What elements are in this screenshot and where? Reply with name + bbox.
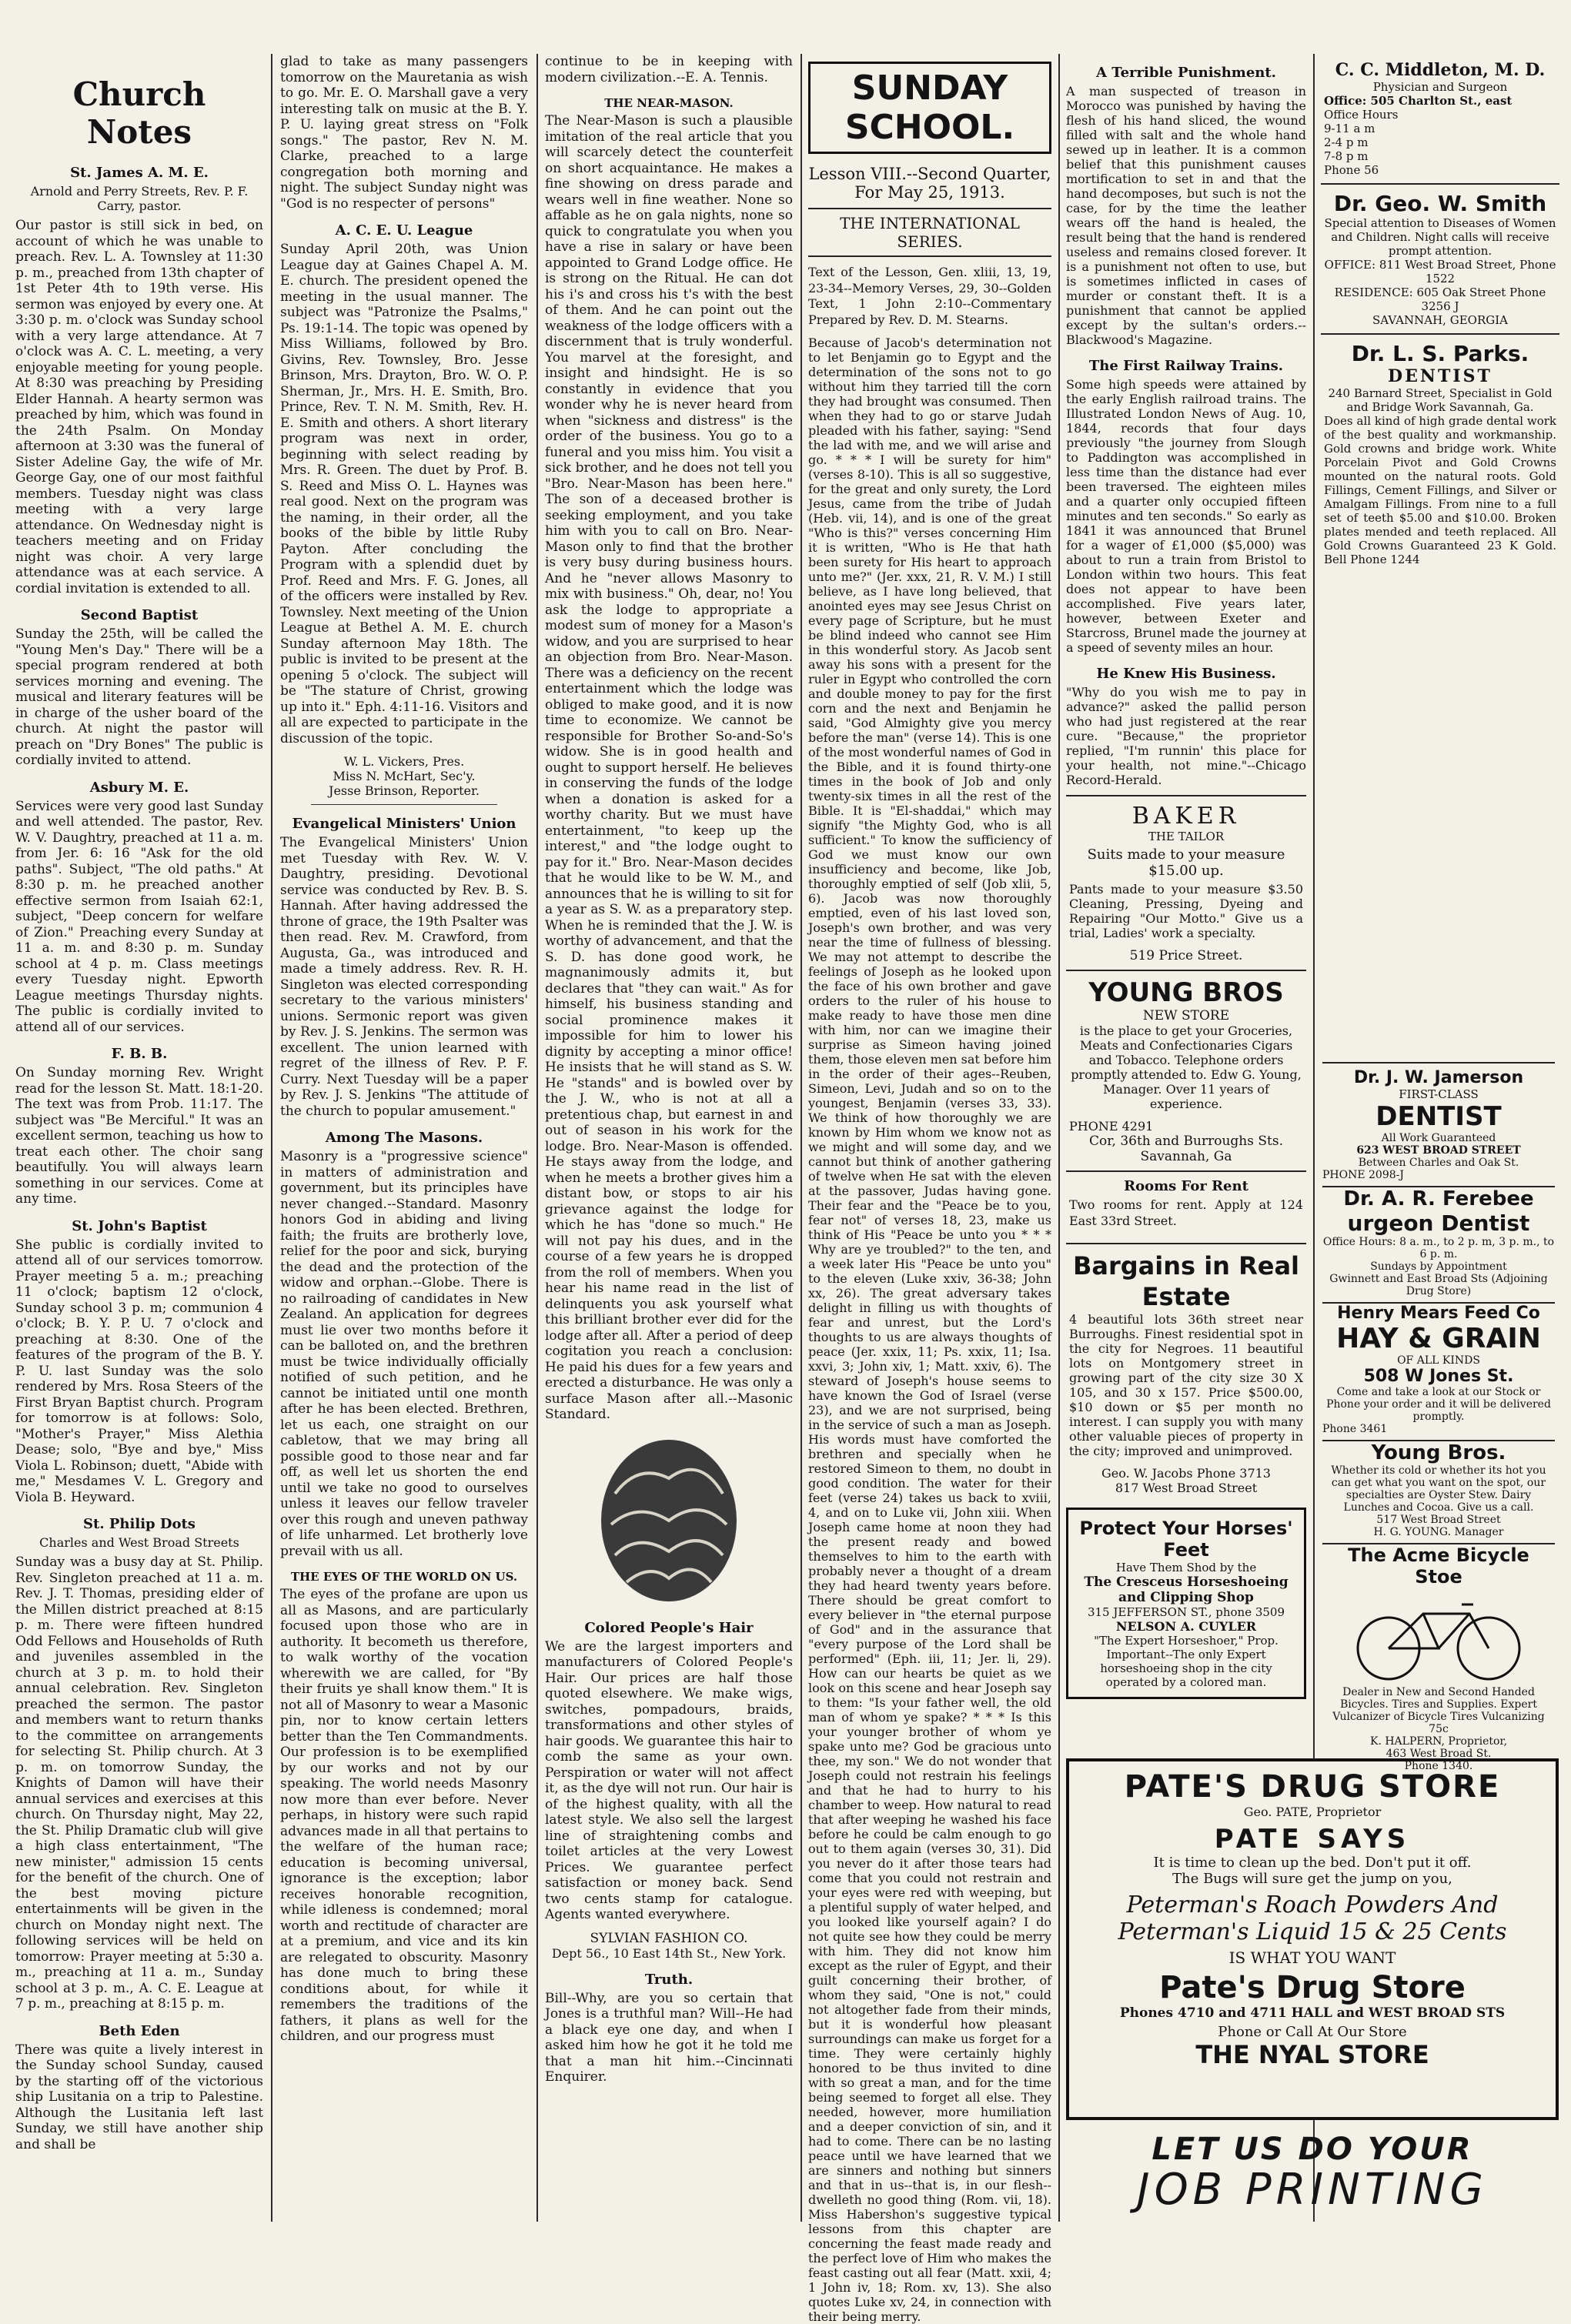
ad-text: Two rooms for rent. Apply at 124 East 33rd Street.: [1069, 1197, 1303, 1228]
ad-address: 519 Price Street.: [1129, 948, 1243, 963]
article-text: The eyes of the profane are upon us all as Masons, and are particularly focused upon those who are in authority. It becometh us therefore, to walk worthy of the vocation wherewith we are called, for "By their fruits ye shall know them." It is not all of Masonry to wear a Masonic pin, nor to know certain letters better than the Ten Commandments. Our profession is to be exemplified by our works and not by our speaking. The world needs Masonry now more than ever before. Never perhaps, in history were such rapid advances made in all that pertains to the welfare of the human race; education is becoming universal, ignorance is the exception; labor receives honorable recognition, while idleness is condemned; moral worth and rectitude of character are at a premium, and vice and its kin are relegated to obscurity. Masonry has done much to bring these conditions about, for while it remembers the traditions of the fathers, it plans as well for the children, and our progress must: [280, 1587, 528, 2044]
article-text: Some high speeds were attained by the early English railroad trains. The Illustrated London News of Aug. 10, 1844, records that four days previously "the journey from Slough to Paddington was accomplished in less time than the distance had ever been traversed. The eighteen miles and a quarter only occupied fifteen minutes and ten seconds." So early as 1841 it was announced that Brunel for a wager of £1,000 ($5,000) was about to run a train from Bristol to London within two hours. This feat does not appear to have been accomplished. Five years later, however, between Exeter and Starcross, Brunel made the journey at a speed of seventy miles an hour.: [1066, 377, 1306, 655]
ad-manager: H. G. YOUNG. Manager: [1373, 1526, 1504, 1538]
section-title: Church Notes: [72, 75, 206, 151]
ad-text: All Work Guaranteed: [1381, 1132, 1496, 1144]
article-heading: THE NEAR-MASON.: [604, 96, 734, 110]
ad-text: 2-4 p m: [1324, 135, 1369, 149]
rooms-ad: [1066, 1170, 1306, 1243]
article-text: A man suspected of treason in Morocco was punished by having the flesh of his hand sliced, the wound filled with salt and the whole hand sewed up in leather. It is a common belief that this punishment causes mortification to set in and that the hand decomposes, but such is not the case, for by the time the leather wears off the hand is healed, the result being that the hand is rendered useless and remains closed forever. It is a punishment not often to use, but is sometimes inflicted in cases of murder or constant theft. It is a punishment that cannot be applied except by the sultan's orders.--Blackwood's Magazine.: [1066, 84, 1306, 347]
parks-ad: [1321, 333, 1559, 580]
ad-heading: Dr. L. S. Parks.: [1351, 341, 1529, 366]
ad-title: "The Expert Horseshoer," Prop.: [1094, 1634, 1279, 1648]
ad-heading: Bargains in Real Estate: [1073, 1251, 1299, 1311]
hair-illustration: [592, 1432, 746, 1609]
ad-heading: Rooms For Rent: [1124, 1178, 1248, 1194]
ad-text: Important--The only Expert horseshoeing shop in the city operated by a colored man.: [1100, 1648, 1272, 1689]
banner-line: JOB PRINTING: [1137, 2165, 1488, 2215]
job-printing-banner: [1066, 2132, 1559, 2224]
ad-heading: Protect Your Horses' Feet: [1079, 1518, 1293, 1561]
lesson-intro: Text of the Lesson, Gen. xliii, 13, 19, 23-34--Memory Verses, 29, 30--Golden Text, 1 John 2:10--Commentary Prepared by Rev. D. M. Stearns.: [808, 265, 1051, 327]
ad-address: Gwinnett and East Broad Sts (Adjoining Drug Store): [1329, 1273, 1548, 1297]
article-text: There was quite a lively interest in the Sunday school Sunday, caused by the starting off of the victorious ship Lusitania on a trip to Palestine. Although the Lusitania left last Sunday, we still have another ship and shall be: [15, 2042, 263, 2152]
ad-text: SAVANNAH, GEORGIA: [1372, 313, 1508, 327]
ad-heading: PATE'S DRUG STORE: [1124, 1769, 1501, 1805]
ad-text: We are the largest importers and manufacturers of Colored People's Hair. Our prices are half those quoted elsewhere. We make wigs, switches, pompadours, braids, transformations and other styles of hair goods. We guarantee this hair to comb the same as your own. Perspiration or water will not affect it, as the dye will not run. Our hair is of the highest quality, with all the latest style. We also sell the largest line of straightening combs and toilet articles at the very Lowest Prices. We guarantee perfect satisfaction or money back. Send two cents stamp for catalogue. Agents wanted everywhere.: [545, 1638, 793, 1922]
ad-heading: YOUNG BROS: [1088, 977, 1284, 1008]
ad-phone: Phone 3461: [1322, 1423, 1388, 1435]
column-rule: [1058, 54, 1060, 2222]
ad-address: OFFICE: 811 West Broad Street, Phone 1522: [1324, 258, 1556, 285]
article-heading: Among The Masons.: [325, 1130, 483, 1146]
smith-ad: [1321, 183, 1559, 333]
ad-text: 4 beautiful lots 36th street near Burroughs. Finest residential spot in the city for Negroes. 11 beautiful lots on Montgomery street in growing part of the city size 30 X 105, and 30 x 157. Price $500.00, $10 down or $5 per month no interest. I can supply you with many other valuable pieces of property in the city; improved and unimproved.: [1069, 1312, 1303, 1458]
column-church-notes: [15, 54, 263, 2222]
pate-drug-store-ad: [1066, 1758, 1559, 2120]
ad-text: Special attention to Diseases of Women and Children. Night calls will receive prompt attention.: [1324, 216, 1556, 258]
article-heading: St. James A. M. E.: [70, 165, 209, 181]
ad-address: Dept 56., 10 East 14th St., New York.: [551, 1945, 787, 1961]
ad-subheading: THE TAILOR: [1148, 830, 1225, 843]
ad-text: Between Charles and Oak St.: [1358, 1157, 1519, 1169]
ad-text: Office Hours: 8 a. m., to 2 p. m, 3 p. m., to 6 p. m.: [1322, 1236, 1555, 1261]
ad-phone: Phone 1340.: [1404, 1760, 1473, 1772]
ad-text: Come and take a look at our Stock or Phone your order and it will be delivered promptly.: [1326, 1386, 1551, 1423]
article-heading: St. John's Baptist: [72, 1217, 207, 1234]
article-text: Sunday April 20th, was Union League day at Gaines Chapel A. M. E. church. The president opened the meeting in the usual manner. The subject was "Patronize the Psalms," Ps. 19:1-14. The topic was opened by Miss Williams, followed by Bro. Givins, Rev. Townsley, Bro. Jesse Brinson, Mrs. Drayton, Bro. W. O. P. Sherman, Jr., Mrs. H. E. Smith, Bro. Prince, Rev. T. N. M. Smith, Rev. H. E. Smith and others. A short literary program was next in order, beginning with select reading by Mrs. R. Green. The duet by Prof. B. S. Reed and Miss O. L. Haynes was real good. Next on the program was the naming, in their order, all the books of the bible by little Ruby Payton. After concluding the Program with a splendid duet by Prof. Reed and Mrs. F. G. Jones, all of the officers were installed by Rev. Townsley. Next meeting of the Union League at Bethel A. M. E. church Sunday afternoon May 18th. The public is invited to be present at the opening 5 o'clock. The subject will be "The stature of Christ, growing up into it." Eph. 4:11-16. Visitors and all are expected to participate in the discussion of the topic.: [280, 242, 528, 746]
lesson-text: Because of Jacob's determination not to let Benjamin go to Egypt and the determination of the sons not to go without him they tarried till the corn they had brought was consumed. Then when they had to go or starve Judah pleaded with his father, saying: "Send the lad with me, and we will arise and go. * * * I will be surety for him" (verses 8-10). This is all so suggestive, for the great and only surety, the Lord Jesus, came from the tribe of Judah (Heb. vii, 14), and is one of the great "Who is this?" verses concerning Him it is written, "Who is He that hath been surety for His heart to approach unto me?" (Jer. xxx, 21, R. V. M.) I still believe, as I have long believed, that anointed eyes may see Jesus Christ on every page of Scripture, but he must be blind indeed who cannot see Him in this wonderful story. As Jacob sent away his sons with a present for the ruler in Egypt who controlled the corn and double money to pay for the first corn and the next and Benjamin he said, "God Almighty give you mercy before the man" (verse 14). This is one of the most wonderful names of God in the Bible, and it is found thirty-one times in the book of Job and only twenty-six times in all the rest of the Bible. It is "El-shaddai," which may signify "the Mighty God, who is all sufficient." To know the sufficiency of God we must know our own insufficiency and become, like Job, thoroughly emptied of self (Job xlii, 5, 6). Jacob was now thoroughly emptied, even of his last loved son, Joseph's own brother, and was very near the time of fullness of blessing. We may not attempt to describe the feelings of Joseph as he looked upon the face of his own brother and gave orders to the ruler of his house to make ready to have those men dine with him, nor can we imagine their surprise as Simeon having joined them, those eleven men sat before him in the order of their ages--Reuben, Simeon, Levi, Judah and so on to the youngest, Benjamin (verses 33, 33). We think of how thoroughly we are known by Him whom we know not as we might and will some day, and we cannot but think of another gathering of twelve when He sat with the eleven at the passover, Judas having gone. Their fear and the "Peace be to you, fear not" of verses 18, 23, make us think of His "Peace be unto you * * * Why are ye troubled?" to the ten, and a week later His "Peace be unto you" to the eleven (Luke xxiv, 36-38; John xx, 26). The great adversary takes delight in filling us with thoughts of fear and unrest, but the Lord's thoughts to us are always thoughts of peace (Jer. xxix, 11; Ps. xxix, 11; Isa. xxvi, 3; John xiv, 1; Matt. xxiv, 6). The steward of Joseph's house seems to have known the God of Israel (verse 23), and we are not surprised, being in the service of such a man as Joseph. His words must have comforted the brethren and specially when he restored Simeon to them, no doubt in good condition. The water for their feet (verse 24) takes us back to xviii, 4, and on to Luke vii, John xiii. When Joseph came home at noon they had the present ready and bowed themselves to him to the earth with probably never a thought of a dream they had heard twenty years before. There should be great comfort to every believer in "the eternal purpose of God" and in the assurance that "every purpose of the Lord shall be performed" (Eph. iii, 11; Jer. li, 29). How can our hearts be quiet as we look on this scene and hear Joseph say to them: "Is your father well, the old man of whom ye spake? * * * Is this your younger brother of whom ye spake unto me? God be gracious unto thee, my son." We do not wonder that Joseph could not restrain his feelings and that he had to hurry to his chamber to weep. How natural to read that after weeping he washed his face before he could be calm enough to go out to them again (verses 30, 31). Did you never do it after those tears had come that you could not restrain and your eyes were red with weeping, but a plentiful supply of water helped, and you looked like yourself again? I do not quite see how they could be merry with him. They did not know him except as the ruler of Egypt, and their guilt concerning their brother, of whom they said, "One is not," could not altogether fade from their minds, but it is wonderful how pleasant surroundings can make us forget for a time. They were certainly highly honored to be thus invited to dine with so great a man, and for the time being seemed to forget all else. They needed, however, more humiliation and a deeper conviction of sin, and it had to come. There can be no lasting peace until we have learned that we are sinners and nothing but sinners and that in us--that is, in our flesh--dwelleth no good thing (Rom. vii, 18). Miss Habershon's suggestive typical lessons from this chapter are concerning the feast made ready and the perfect love of Him who makes the feast casting out all fear (Matt. xxii, 4; 1 John iv, 18; Rom. xv, 13). She also quotes Luke xv, 24, in connection with their being merry.: [808, 336, 1051, 2324]
ad-title: DENTIST: [1375, 1101, 1502, 1132]
article-text: She public is cordially invited to attend all of our services tomorrow. Prayer meeting 5 a. m.; preaching 11 o'clock; baptism 12 o'clock, Sunday school 3 p. m; communion 4 o'clock; B. Y. P. U. 7 o'clock and preaching at 8:30. One of the features of the program of the B. Y. P. U. last Sunday was the solo rendered by Mrs. Rosa Steers of the First Bryan Baptist church. Program for tomorrow is at follows: Solo, "Mother's Prayer," Miss Alethia Dease; solo, "Bye and bye," Miss Viola L. Robinson; duett, "Abide with me," Mesdames V. L. Gregory and Viola B. Heyward.: [15, 1237, 263, 1505]
ad-phone: Phone 56: [1324, 163, 1379, 177]
article-heading: A Terrible Punishment.: [1096, 65, 1276, 81]
article-heading: Beth Eden: [99, 2022, 180, 2039]
article-heading: THE EYES OF THE WORLD ON US.: [290, 1570, 518, 1584]
ad-text: Dealer in New and Second Handed Bicycles. Tires and Supplies. Expert Vulcanizer of Bicycle Tires Vulcanizing 75c: [1332, 1686, 1545, 1735]
middleton-ad: [1321, 54, 1559, 183]
article-text: Sunday was a busy day at St. Philip. Rev. Singleton preached at 11 a. m. Rev. J. T. Thomas, presiding elder of the Millen district preached at 8:15 p. m. There were fifteen hundred Odd Fellows and Households of Ruth and juveniles assembled in the church at 3 p. m. to hold their annual celebration. Rev. Singleton preached the sermon. The pastor and members want to return thanks to the committee on arrangements for selecting St. Philip church. At 3 p. m. on tomorrow Sunday, the Knights of Damon will have their annual services and exercises at this church. On Thursday night, May 22, the St. Philip Dramatic club will give a high class entertainment, "The new minister," admission 15 cents for the benefit of the church. One of the best moving picture entertainments will be given in the church on Monday night next. The following services will be held on tomorrow: Prayer meeting at 5:30 a. m., preaching at 11 a. m., Sunday school at 3 p. m., A. C. E. League at 7 p. m., preaching at 8:15 p. m.: [15, 1554, 263, 2012]
article-text: glad to take as many passengers tomorrow on the Mauretania as wish to go. Mr. E. O. Marshall gave a very interesting talk on music at the B. Y. P. U. laying great stress on "Folk songs." The pastor, Rev N. M. Clarke, preached to a large congregation both morning and night. The subject Sunday night was "God is no respecter of persons": [280, 54, 528, 212]
column-rule: [536, 54, 538, 2222]
ad-phone: Phones 4710 and 4711 HALL and WEST BROAD STS: [1119, 2005, 1506, 2021]
column-three: [545, 54, 793, 2222]
article-heading: Truth.: [644, 1971, 694, 1988]
ad-text: 9-11 a m: [1324, 122, 1375, 135]
ad-text: Does all kind of high grade dental work of the best quality and workmanship. Gold crowns and bridge work. White Porcelain Pivot and Gold Crowns mounted on the natural roots. Gold Fillings, Cement Fillings, and Silver or Amalgam Fillings. From nine to a full set of teeth $5.00 and $10.00. Broken plates mended and teeth replaced. All Gold Crowns Guaranteed 23 K Gold. Bell Phone 1244: [1324, 414, 1556, 566]
ad-text: is the place to get your Groceries, Meats and Confectionaries Cigars and Tobacco. Telephone orders promptly attended to. Edw G. Young, Manager. Over 11 years of experience.: [1071, 1023, 1302, 1111]
ad-address: Cor, 36th and Burroughs Sts. Savannah, Ga: [1089, 1134, 1283, 1164]
ad-tagline: Suits made to your measure $15.00 up.: [1087, 846, 1285, 879]
lesson-title: Lesson VIII.--Second Quarter, For May 25, 1913.: [808, 165, 1051, 202]
young-bros-ad: [1066, 970, 1306, 1170]
ad-text: Office Hours: [1324, 108, 1399, 122]
ad-subheading: Physician and Surgeon: [1372, 80, 1508, 94]
ad-heading: Young Bros.: [1371, 1441, 1506, 1464]
ferebee-mears-ads: [1321, 677, 1559, 1000]
article-subheading: Charles and West Broad Streets: [39, 1535, 239, 1550]
ad-subheading: FIRST-CLASS: [1399, 1087, 1479, 1101]
article-text: continue to be in keeping with modern civilization.--E. A. Tennis.: [545, 54, 793, 85]
banner-line: LET US DO YOUR: [1152, 2132, 1473, 2167]
ad-address: RESIDENCE: 605 Oak Street Phone 3256 J: [1334, 285, 1546, 313]
bicycle-icon: [1346, 1591, 1531, 1683]
young-bros-acme-block: [1322, 1062, 1555, 1772]
ad-title: urgeon Dentist: [1347, 1210, 1530, 1236]
column-sunday-school: [808, 54, 1051, 2324]
column-two: [280, 54, 528, 2222]
article-heading: The First Railway Trains.: [1088, 358, 1284, 374]
article-text: Sunday the 25th, will be called the "Young Men's Day." There will be a special program rendered at both services morning and evening. The musical and literary features will be in charge of the usher board of the church. At night the pastor will preach on "Dry Bones" The public is cordially invited to attend.: [15, 626, 263, 768]
ad-heading: Dr. J. W. Jamerson: [1353, 1068, 1524, 1087]
ad-address: 463 West Broad St.: [1385, 1748, 1492, 1760]
article-heading: Asbury M. E.: [89, 779, 189, 796]
ad-name: NELSON A. CUYLER: [1115, 1619, 1257, 1634]
real-estate-ad: [1066, 1243, 1306, 1501]
ad-text: Phone or Call At Our Store: [1218, 2024, 1407, 2040]
ad-phone: PHONE 4291: [1069, 1119, 1154, 1134]
ad-firm: The Cresceus Horseshoeing and Clipping Shop: [1084, 1574, 1289, 1605]
ad-address: 517 West Broad Street: [1376, 1514, 1501, 1526]
ad-text: It is time to clean up the bed. Don't put it off.: [1153, 1855, 1472, 1871]
article-text: "Why do you wish me to pay in advance?" asked the pallid person who had just registered at the rear cure. "Because," the proprietor replied, "I'm runnin' this place for your health, not mine."--Chicago Record-Herald.: [1066, 685, 1306, 787]
ad-subheading: OF ALL KINDS: [1397, 1354, 1480, 1367]
ad-heading: Henry Mears Feed Co: [1337, 1304, 1540, 1323]
ad-heading: The Acme Bicycle Stoe: [1348, 1544, 1529, 1588]
ad-title: HAY & GRAIN: [1336, 1323, 1541, 1354]
ad-heading: Dr. Geo. W. Smith: [1333, 191, 1547, 216]
ad-title: PATE SAYS: [1214, 1824, 1411, 1855]
ad-text: Sundays by Appointment: [1370, 1261, 1507, 1273]
series-title: THE INTERNATIONAL SERIES.: [808, 208, 1051, 257]
article-heading: Second Baptist: [80, 607, 199, 623]
article-heading: He Knew His Business.: [1096, 666, 1276, 682]
ad-text: 7-8 p m: [1324, 149, 1369, 163]
baker-ad: [1066, 795, 1306, 970]
ad-heading: Dr. A. R. Ferebee: [1343, 1187, 1534, 1210]
ad-address: 508 W Jones St.: [1363, 1367, 1514, 1386]
ad-heading: C. C. Middleton, M. D.: [1335, 60, 1546, 80]
article-heading: A. C. E. U. League: [335, 222, 473, 239]
divider: [1322, 1062, 1555, 1068]
horseshoe-ad: [1066, 1508, 1306, 1699]
ad-subheading: NEW STORE: [1142, 1008, 1230, 1023]
ad-store-name: Pate's Drug Store: [1159, 1970, 1466, 2005]
article-subheading: Arnold and Perry Streets, Rev. P. F. Carry, pastor.: [30, 184, 249, 213]
ad-firm: SYLVIAN FASHION CO.: [590, 1930, 748, 1946]
ad-name: K. HALPERN, Proprietor,: [1369, 1735, 1508, 1748]
ad-address: 315 JEFFERSON ST., phone 3509: [1087, 1605, 1285, 1619]
ad-text: IS WHAT YOU WANT: [1228, 1948, 1396, 1967]
ad-phone: PHONE 2098-J: [1322, 1169, 1404, 1181]
article-heading: Evangelical Ministers' Union: [292, 816, 516, 832]
signature: Miss N. McHart, Sec'y.: [333, 769, 476, 783]
article-text: Our pastor is still sick in bed, on account of which he was unable to preach. Rev. L. A. Townsley at 11:30 p. m., preached from 13th chapter of 1st Peter 4th to 19th verse. His sermon was enjoyed by every one. At 3:30 p. m. o'clock was Sunday school with a very large attendance. At 7 o'clock was A. C. L. meeting, a very enjoyable meeting for young people. At 8:30 was preaching by Presiding Elder Hannah. A hearty sermon was preached by him, which was found in the 24th Psalm. On Monday afternoon at 3:30 was the funeral of Sister Adeline Gay, the wife of Mr. George Gay, one of our most faithful members. Tuesday night was class meeting with a very large attendance. On Wednesday night is teachers meeting and on Friday night was choir. A very large attendance was at each service. A cordial invitation is extended to all.: [15, 218, 263, 596]
ad-address: 240 Barnard Street, Specialist in Gold and Bridge Work Savannah, Ga.: [1328, 386, 1553, 414]
article-text: Masonry is a "progressive science" in matters of administration and government, but its principles have never changed.--Standard. Masonry honors God in abiding and living faith; the fruits are brotherly love, relief for the poor and sick, burying the dead and the protection of the widow and orphan.--Globe. There is no railroading of candidates in New Zealand. An application for degrees must lie over two months before it can be balloted on, and the brethren must be twice individually officially notified of such petition, and he cannot be initiated until one month after he has been elected. Brethren, let us each, one straight on our cabletow, that we may bring all possible good to those near and far off, as well let us shorten the end until we take no good to ourselves unless it leaves our fellow traveler over this rough and uneven pathway of life unharmed. Let brotherly love prevail with us all.: [280, 1149, 528, 1559]
ad-heading: Colored People's Hair: [584, 1619, 754, 1636]
article-text: On Sunday morning Rev. Wright read for the lesson St. Matt. 18:1-20. The text was from Prob. 11:17. The subject was "Be Merciful." It was an excellent sermon, teaching us how to treat each other. The choir sang beautifully. You will always learn something in our services. Come at any time.: [15, 1065, 263, 1207]
ad-subheading: DENTIST: [1388, 366, 1492, 386]
ad-footer: THE NYAL STORE: [1195, 2040, 1429, 2069]
column-rule: [271, 54, 272, 2222]
ad-subheading: Have Them Shod by the: [1115, 1561, 1257, 1574]
ad-text: The Bugs will sure get the jump on you,: [1172, 1871, 1452, 1887]
signature: W. L. Vickers, Pres.: [343, 754, 465, 769]
article-text: Bill--Why, are you so certain that Jones is a truthful man? Will--He had a black eye one day, and when I asked him how he got it he told me that a man hit him.--Cincinnati Enquirer.: [545, 1990, 793, 2085]
ad-script: Peterman's Liquid 15 & 25 Cents: [1118, 1918, 1507, 1945]
column-rule: [801, 54, 802, 2222]
signature: Jesse Brinson, Reporter.: [329, 783, 480, 798]
ad-text: Whether its cold or whether its hot you can get what you want on the spot, our specialties are Oyster Stew. Dairy Lunches and Cocoa. Give us a call.: [1331, 1464, 1546, 1514]
ad-address: 817 West Broad Street: [1115, 1481, 1258, 1495]
article-text: The Near-Mason is such a plausible imitation of the real article that you will scarcely detect the counterfeit on short acquaintance. He makes a fine showing on dress parade and wears well in fine weather. None so affable as he on gala nights, none so quick to congratulate you when you have a rise in salary or have been appointed to Grand Lodge office. He is strong on the Ritual. He can dot his i's and cross his t's with the best of them. And he can point out the weakness of the lodge officers with a discernment that is truly wonderful. You marvel at the foresight, and insight and hindsight. He is so constantly in evidence that you wonder why he is never heard from when "sickness and distress" is the order of the business. You go to a funeral and you miss him. You visit a sick brother, and he does not tell you "Bro. Near-Mason has been here." The son of a deceased brother is seeking employment, and you take him with you to call on Bro. Near-Mason only to find that the brother is very busy during business hours. And he "never allows Masonry to mix with business." Oh, dear, no! You ask the lodge to appropriate a modest sum of money for a Mason's widow, and you are surprised to hear an objection from Bro. Near-Mason. There was a deficiency on the recent entertainment which the lodge was obliged to make good, and it is now time to economize. We cannot be responsible for Brother So-and-So's widow. She is in good health and ought to support herself. He believes in conserving the funds of the lodge when a donation is asked for a worthy charity. But we must have entertainment, "to keep up the interest," and "the lodge ought to pay for it." Bro. Near-Mason decides that he would like to be W. M., and announces that he is willing to sit for a year as S. W. as a preparatory step. When he is reminded that the J. W. is worthy of advancement, and that the S. D. has done good work, he magnanimously admits it, but declares that "they can wait." As for himself, his business standing and social prominence makes it impossible for him to lower his dignity by accepting a minor office! He insists that he will stand as S. W. He "stands" and is bowled over by the J. W., who is not at all a pretentious chap, but earnest in and out of season in his work for the lodge. Bro. Near-Mason is offended. He stays away from the lodge, and when he meets a brother gives him a distant bow, or stops to air his grievance against the lodge for which he has "done so much." He will not pay his dues, and in the course of a few years he is dropped from the roll of members. When you hear his name read in the list of delinquents you ask yourself what this brilliant brother ever did for the lodge after all. After a period of deep cogitation you reach a conclusion: He paid his dues for a few years and erected a disturbance. He was only a surface Mason after all.--Masonic Standard.: [545, 113, 793, 1422]
ad-address: 623 WEST BROAD STREET: [1356, 1144, 1521, 1157]
ad-heading: BAKER: [1131, 803, 1241, 830]
article-heading: F. B. B.: [111, 1046, 168, 1062]
section-title: SUNDAY SCHOOL.: [808, 62, 1051, 154]
ad-signature: Geo. W. Jacobs Phone 3713: [1101, 1466, 1271, 1481]
ad-text: Pants made to your measure $3.50 Cleaning, Pressing, Dyeing and Repairing "Our Motto." Give us a trial, Ladies' work a specialty.: [1069, 882, 1303, 940]
article-text: Services were very good last Sunday and well attended. The pastor, Rev. W. V. Daughtry, preached at 11 a. m. from Jer. 6: 16 "Ask for the old paths". Subject, "The old paths." At 8:30 p. m. he preached another effective sermon from Isaiah 62:1, subject, "Deep concern for welfare of Zion." Preaching every Sunday at 11 a. m. and 8:30 p. m. Sunday school at 4 p. m. Class meetings every Tuesday night. Epworth League meetings Thursday nights. The public is cordially invited to attend all of our services.: [15, 798, 263, 1035]
article-heading: St. Philip Dots: [83, 1516, 196, 1532]
ad-script: Peterman's Roach Powders And: [1126, 1892, 1499, 1918]
ad-subheading: Geo. PATE, Proprietor: [1243, 1805, 1382, 1819]
article-text: The Evangelical Ministers' Union met Tuesday with Rev. W. V. Daughtry, presiding. Devotional service was conducted by Rev. B. S. Hannah. After having addressed the throne of grace, the 19th Psalter was then read. Rev. M. Crawford, from Augusta, Ga., was introduced and made a timely address. Rev. R. H. Singleton was elected corresponding secretary to the various ministers' unions. Sermonic report was given by Rev. J. S. Jenkins. The sermon was excellent. The union learned with regret of the illness of Rev. P. F. Curry. Next Tuesday will be a paper by Rev. J. S. Jenkins "The attitude of the church to popular amusement.": [280, 835, 528, 1119]
ad-address: Office: 505 Charlton St., east: [1324, 94, 1513, 108]
